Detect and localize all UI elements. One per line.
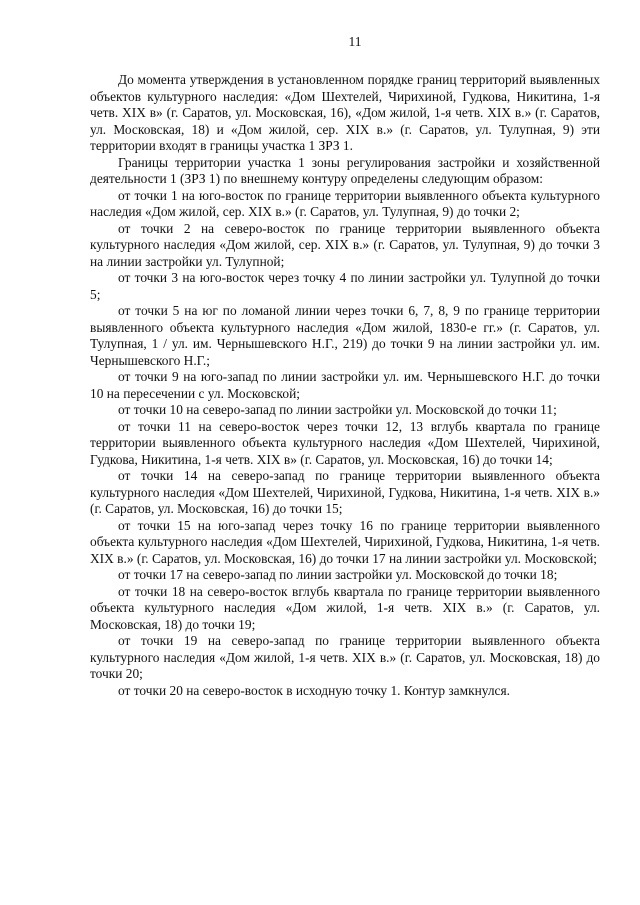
paragraph-point-18: от точки 18 на северо-восток вглубь квартала по границе территории выявленного объекта культурного наследия «Дом жилой, 1-я четв. XIX в.» (г. Саратов, ул. Московская, 18) до точки 19; [90,583,600,632]
paragraph-point-1: от точки 1 на юго-восток по границе территории выявленного объекта культурного наследия «Дом жилой, сер. XIX в.» (г. Саратов, ул. Тулупная, 9) до точки 2; [90,187,600,219]
paragraph-point-11: от точки 11 на северо-восток через точки 12, 13 вглубь квартала по границе территории выявленного объекта культурного наследия «Дом Шехтелей, Чирихиной, Гудкова, Никитина, 1-я четв. XIX в» (г. Саратов, ул. Московская, 16) до точки 14; [90,418,600,467]
paragraph-point-5: от точки 5 на юг по ломаной линии через точки 6, 7, 8, 9 по границе территории выявленного объекта культурного наследия «Дом жилой, 1830-е гг.» (г. Саратов, ул. Тулупная, 1 / ул. им. Чернышевского Н.Г., 219) до точки 9 на линии застройки ул. им. Чернышевского Н.Г.; [90,303,600,368]
paragraph-point-19: от точки 19 на северо-запад по границе территории выявленного объекта культурного наследия «Дом жилой, 1-я четв. XIX в.» (г. Саратов, ул. Московская, 18) до точки 20; [90,633,600,681]
paragraph-boundaries: Границы территории участка 1 зоны регулирования застройки и хозяйственной деятельности 1 (ЗРЗ 1) по внешнему контуру определены следующим образом: [90,154,600,186]
paragraph-point-3: от точки 3 на юго-восток через точку 4 по линии застройки ул. Тулупной до точки 5; [90,270,600,302]
paragraph-point-2: от точки 2 на северо-восток по границе территории выявленного объекта культурного наследия «Дом жилой, сер. XIX в.» (г. Саратов, ул. Тулупная, 9) до точки 3 на линии застройки ул. Тулупной; [90,220,600,269]
paragraph-point-15: от точки 15 на юго-запад через точку 16 по границе территории выявленного объекта культурного наследия «Дом Шехтелей, Чирихиной, Гудкова, Никитина, 1-я четв. XIX в.» (г. Саратов, ул. Московская, 16) до точки 17 на линии застройки ул. Московской; [90,517,600,566]
paragraph-point-17: от точки 17 на северо-запад по линии застройки ул. Московской до точки 18; [118,567,558,582]
paragraph-point-10: от точки 10 на северо-запад по линии застройки ул. Московской до точки 11; [118,402,557,417]
page-number: 11 [348,34,362,49]
paragraph-intro: До момента утверждения в установленном порядке границ территорий выявленных объектов культурного наследия: «Дом Шехтелей, Чирихиной, Гудкова, Никитина, 1-я четв. XIX в» (г. Саратов, ул. Московская, 16), «Дом жилой, 1-я четв. XIX в.» (г. Саратов, ул. Московская, 18) и «Дом жилой, сер. XIX в.» (г. Саратов, ул. Тулупная, 9) эти территории входят в границы участка 1 ЗРЗ 1. [90,72,600,153]
paragraph-point-20: от точки 20 на северо-восток в исходную точку 1. Контур замкнулся. [118,682,510,698]
paragraph-point-9: от точки 9 на юго-запад по линии застройки ул. им. Чернышевского Н.Г. до точки 10 на пересечении с ул. Московской; [90,369,600,401]
paragraph-point-14: от точки 14 на северо-запад по границе территории выявленного объекта культурного наследия «Дом Шехтелей, Чирихиной, Гудкова, Никитина, 1-я четв. XIX в.» (г. Саратов, ул. Московская, 16) до точки 15; [90,468,600,516]
